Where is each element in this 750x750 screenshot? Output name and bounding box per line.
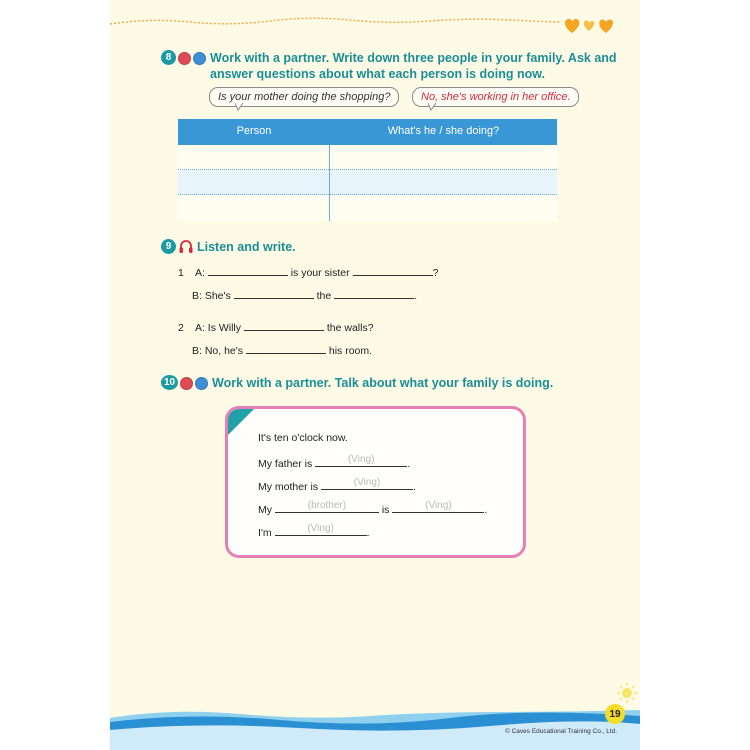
sentence-frame-box — [225, 406, 526, 558]
answer-blank[interactable] — [275, 524, 367, 536]
exercise-9-heading — [161, 239, 296, 255]
workbook-page — [110, 0, 640, 750]
sentence-fragment: . — [407, 458, 411, 470]
speaker-label: B: No, he's — [192, 345, 244, 357]
hint-text: (brother) — [307, 500, 347, 511]
exercise-8-heading — [161, 50, 617, 82]
sentence-fragment: My mother is — [258, 481, 319, 493]
exercise-10-title: Work with a partner. Talk about what your family is doing. — [212, 376, 554, 390]
top-dotted-wave — [110, 12, 640, 32]
family-table — [178, 119, 557, 221]
box-line-4 — [258, 501, 487, 516]
hint-text: (Ving) — [307, 523, 334, 534]
sentence-fragment: . — [414, 290, 418, 302]
sentence-fragment: . — [413, 481, 416, 493]
hint-text: (Ving) — [425, 500, 452, 511]
speech-bubble-question: Is your mother doing the shopping? — [209, 87, 399, 107]
sentence-fragment: is — [381, 504, 390, 516]
exercise-10-heading — [161, 375, 553, 391]
sentence-fragment: . — [484, 504, 488, 516]
box-line-3 — [258, 478, 416, 493]
speech-bubble-answer: No, she's working in her office. — [412, 87, 579, 107]
table-header — [178, 119, 557, 145]
question-1-line-a — [178, 264, 438, 279]
question-number: 2 — [178, 322, 184, 334]
answer-blank[interactable] — [208, 264, 288, 276]
column-header-person: Person — [236, 125, 272, 137]
answer-blank[interactable] — [315, 455, 407, 467]
hearts-icon — [562, 16, 618, 36]
sun-icon — [616, 682, 638, 704]
exercise-number-badge: 8 — [161, 50, 176, 65]
page-number: 19 — [605, 704, 625, 724]
sentence-fragment: My — [258, 504, 272, 516]
answer-blank[interactable] — [234, 287, 314, 299]
answer-blank[interactable] — [334, 287, 414, 299]
bubble-tail — [428, 103, 438, 111]
pair-work-icon — [193, 52, 206, 65]
sentence-fragment: the — [316, 290, 332, 302]
speaker-label: A: — [194, 267, 205, 279]
question-1-line-b — [192, 287, 417, 302]
hint-text: (Ving) — [347, 454, 375, 465]
exercise-9-title: Listen and write. — [197, 240, 296, 254]
box-corner-decoration — [228, 409, 254, 435]
pair-work-icon — [195, 377, 208, 390]
speaker-label: A: Is Willy — [194, 322, 242, 334]
sentence-fragment: . — [366, 527, 370, 539]
copyright-notice: © Caves Educational Training Co., Ltd. — [505, 728, 618, 735]
instruction-line-1: Work with a partner. Write down three people in your family. Ask and — [210, 51, 617, 65]
sentence-fragment: the walls? — [326, 322, 374, 334]
column-divider — [329, 145, 330, 221]
exercise-number-badge: 10 — [161, 375, 178, 390]
answer-blank[interactable] — [246, 342, 326, 354]
exercise-number-badge: 9 — [161, 239, 176, 254]
sentence-fragment: I'm — [258, 527, 272, 539]
exercise-8-instructions — [210, 50, 617, 82]
sentence-fragment: his room. — [328, 345, 373, 357]
answer-blank[interactable] — [353, 264, 433, 276]
hint-text: (Ving) — [353, 477, 381, 488]
table-row[interactable] — [178, 170, 557, 195]
box-line-1: It's ten o'clock now. — [258, 432, 348, 444]
question-number: 1 — [178, 267, 184, 279]
instruction-line-2: answer questions about what each person is doing now. — [210, 67, 545, 81]
question-2-line-a — [178, 319, 374, 334]
box-line-5 — [258, 524, 370, 539]
sentence-fragment: My father is — [258, 458, 313, 470]
speaking-icon — [178, 52, 191, 65]
answer-blank[interactable] — [392, 501, 484, 513]
box-line-2 — [258, 455, 410, 470]
bubble-tail — [235, 103, 245, 111]
bottom-wave-decoration — [110, 700, 640, 750]
question-2-line-b — [192, 342, 372, 357]
table-row[interactable] — [178, 195, 557, 220]
answer-blank[interactable] — [275, 501, 379, 513]
column-header-activity: What's he / she doing? — [387, 125, 500, 137]
speaker-label: B: She's — [192, 290, 231, 302]
headphones-icon — [179, 239, 193, 254]
table-row[interactable] — [178, 145, 557, 170]
speaking-icon — [180, 377, 193, 390]
sentence-fragment: is your sister — [290, 267, 350, 279]
sentence-fragment: ? — [432, 267, 439, 279]
answer-blank[interactable] — [244, 319, 324, 331]
answer-blank[interactable] — [321, 478, 413, 490]
